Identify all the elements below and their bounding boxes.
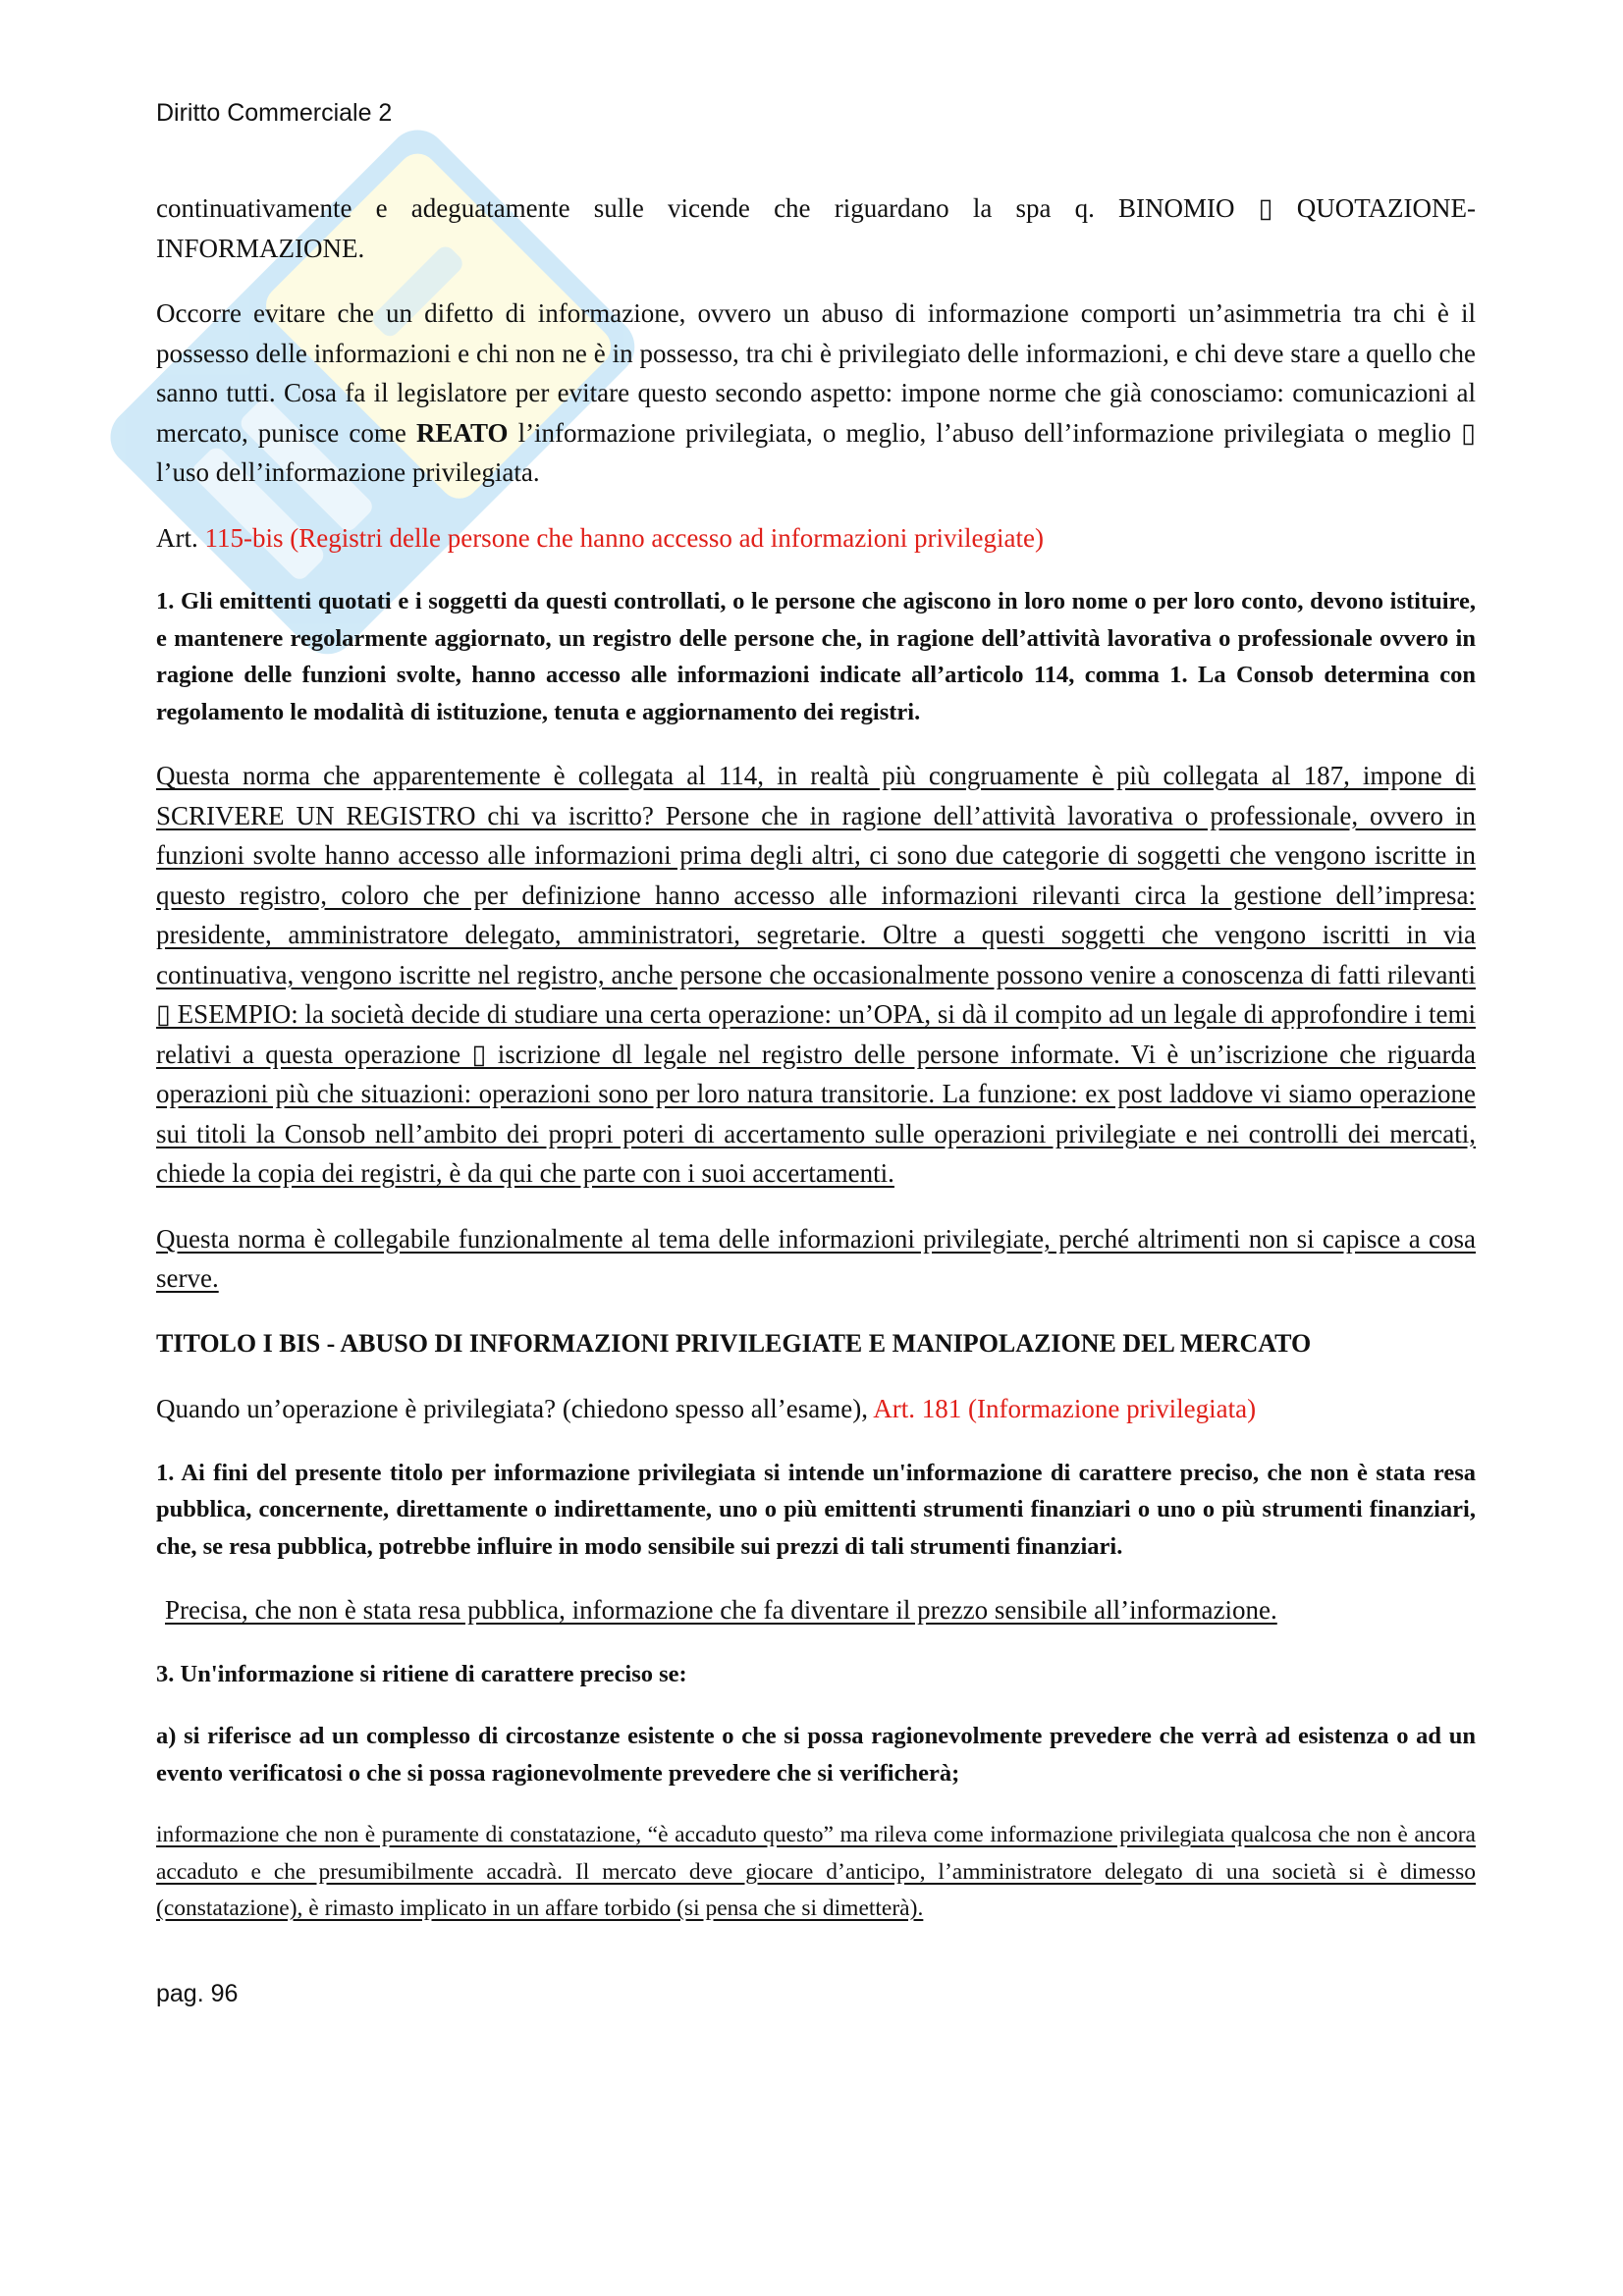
text: Occorre evitare che un difetto di informazione, ovvero un abuso di informazione comporti un’asimmetria tra chi è il possesso delle informazioni e chi non ne è in possesso, tra chi è privilegiato delle informazioni, e chi deve stare a quello che sanno tutti. Cosa fa il legislatore per evitare questo secondo aspetto: impone norme che già conosciamo: comunicazioni al mercato, punisce come (156, 298, 1476, 448)
article-reference: Art. 181 (Informazione privilegiata) (873, 1394, 1257, 1423)
paragraph (156, 294, 1476, 493)
article-text: 3. Un'informazione si ritiene di carattere preciso se: (156, 1660, 687, 1687)
bold-text: REATO (415, 417, 509, 448)
article-text: a) si riferisce ad un complesso di circostanze esistente o che si possa ragionevolmente prevedere che verrà ad esistenza o ad un evento verificatosi o che si possa ragionevolmente prevedere che si verificherà; (156, 1723, 1476, 1787)
comment-paragraph: informazione che non è puramente di constatazione, “è accaduto questo” ma rileva come informazione privilegiata qualcosa che non è ancora accaduto e che presumibilmente accadrà. Il mercato deve giocare d’anticipo, l’amministratore delegato di una società si è dimesso (constatazione), è rimasto implicato in un affare torbido (si pensa che si dimetterà). (156, 1822, 1476, 1921)
page-number: pag. 96 (156, 1979, 239, 2007)
section-title: TITOLO I BIS - ABUSO DI INFORMAZIONI PRIVILEGIATE E MANIPOLAZIONE DEL MERCATO (156, 1328, 1312, 1358)
comment-paragraph: Questa norma che apparentemente è collegata al 114, in realtà più congruamente è più collegata al 187, impone di SCRIVERE UN REGISTRO chi va iscritto? Persone che in ragione dell’attività lavorativa o professionale, ovvero in funzioni svolte hanno accesso alle informazioni prima degli altri, ci sono due categorie di soggetti che vengono iscritte in questo registro, coloro che per definizione hanno accesso alle informazioni rilevanti circa la gestione dell’impresa: presidente, amministratore delegato, amministratori, segretarie. Oltre a questi soggetti che vengono iscritti in via continuativa, vengono iscritte nel registro, anche persone che occasionalmente possono venire a conoscenza di fatti rilevanti ▯ ESEMPIO: la società decide di studiare una certa operazione: un’OPA, si dà il compito ad un legale di approfondire i temi relativi a questa operazione ▯ iscrizione dl legale nel registro delle persone informate. Vi è un’iscrizione che riguarda operazioni più che situazioni: operazioni sono per loro natura transitorie. La funzione: ex post laddove vi siamo operazione sui titoli la Consob nell’ambito dei propri poteri di accertamento sulle operazioni privilegiate e nei controlli dei mercati, chiede la copia dei registri, è da qui che parte con i suoi accertamenti. (156, 761, 1476, 1188)
paragraph: continuativamente e adeguatamente sulle vicende che riguardano la spa q. BINOMIO ▯ QUOTAZIONE-INFORMAZIONE. (156, 193, 1476, 263)
article-text: 1. Gli emittenti quotati e i soggetti da questi controllati, o le persone che agiscono in loro nome o per loro conto, devono istituire, e mantenere regolarmente aggiornato, un registro delle persone che, in ragione dell’attività lavorativa o professionale ovvero in ragione delle funzioni svolte, hanno accesso alle informazioni indicate all’articolo 114, comma 1. La Consob determina con regolamento le modalità di istituzione, tenuta e aggiornamento dei registri. (156, 588, 1476, 725)
text: Art. (156, 522, 205, 553)
text: l’informazione privilegiata, o meglio, l’abuso dell’informazione privilegiata o meglio ▯ l’uso dell’informazione privilegiata. (156, 417, 1476, 487)
article-heading (156, 518, 1476, 559)
paragraph (156, 1389, 1476, 1429)
article-reference: 115-bis (Registri delle persone che hanno accesso ad informazioni privilegiate) (204, 522, 1044, 553)
text: Quando un’operazione è privilegiata? (chiedono spesso all’esame), (156, 1394, 874, 1423)
article-text: 1. Ai fini del presente titolo per informazione privilegiata si intende un'informazione di carattere preciso, che non è stata resa pubblica, concernente, direttamente o indirettamente, uno o più emittenti strumenti finanziari o uno o più strumenti finanziari, che, se resa pubblica, potrebbe influire in modo sensibile sui prezzi di tali strumenti finanziari. (156, 1459, 1476, 1560)
comment-paragraph: Questa norma è collegabile funzionalmente al tema delle informazioni privilegiate, perché altrimenti non si capisce a cosa serve. (156, 1223, 1476, 1293)
page-header: Diritto Commerciale 2 (156, 99, 393, 127)
comment-paragraph: Precisa, che non è stata resa pubblica, informazione che fa diventare il prezzo sensibile all’informazione. (165, 1595, 1277, 1625)
